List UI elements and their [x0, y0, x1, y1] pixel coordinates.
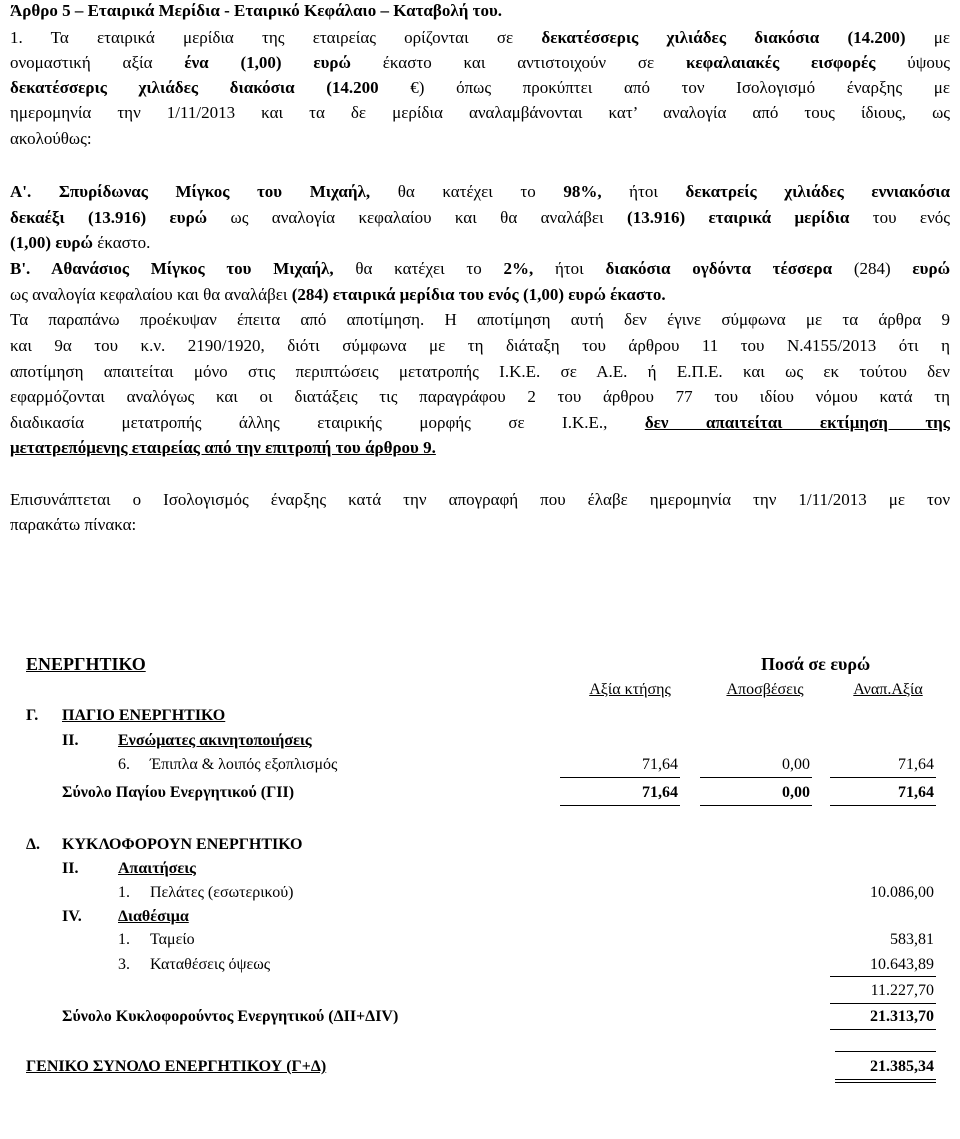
text-run: με [905, 28, 950, 47]
fixed-total-rule [830, 805, 936, 806]
section-d4-code: IV. [62, 908, 82, 925]
item6-rule [560, 777, 680, 778]
grand-total-top-rule [835, 1051, 936, 1052]
bold-run: δεκατρείς χιλιάδες εννιακόσια [685, 182, 950, 201]
d4-item3-label: Καταθέσεις όψεως [150, 956, 271, 973]
bold-run: Β'. Αθανάσιος Μίγκος του Μιχαήλ, [10, 259, 334, 278]
bold-run: δεκατέσσερις χιλιάδες διακόσια (14.200 [10, 78, 379, 97]
para1-line2 [10, 52, 950, 74]
para2-line5 [10, 412, 950, 434]
section-d2-code: ΙΙ. [62, 860, 79, 877]
section-g2-label: Ενσώματες ακινητοποιήσεις [118, 732, 312, 749]
amounts-heading: Ποσά σε ευρώ [761, 654, 871, 674]
bold-run: ευρώ [912, 259, 951, 278]
assets-heading: ΕΝΕΡΓΗΤΙΚΟ [26, 654, 146, 674]
para2-line3: αποτίμηση απαιτείται μόνο στις περιπτώσεις μετατροπής Ι.Κ.Ε. σε Α.Ε. ή Ε.Π.Ε. και ως εκ τούτου δεν [10, 362, 950, 381]
d4-item3-number: 3. [118, 956, 130, 973]
text-run: διαδικασία μετατροπής άλλης εταιρικής μορφής σε Ι.Κ.Ε., [10, 413, 645, 432]
para2-line2: και 9α του κ.ν. 2190/1920, διότι σύμφωνα με τη διάταξη του άρθρου 11 του Ν.4155/2013 ότι η [10, 336, 950, 355]
shareholder-a-line3 [10, 232, 950, 254]
item6-label: Έπιπλα & λοιπός εξοπλισμός [150, 756, 338, 773]
para1-line1 [10, 27, 950, 49]
item6-number: 6. [118, 756, 130, 773]
para1-line5: ακολούθως: [10, 129, 92, 148]
section-d-label: ΚΥΚΛΟΦΟΡΟΥΝ ΕΝΕΡΓΗΤΙΚΟ [62, 836, 303, 853]
item6-net: 71,64 [898, 756, 934, 773]
para2-line1: Τα παραπάνω προέκυψαν έπειτα από αποτίμηση. Η αποτίμηση αυτή δεν έγινε σύμφωνα με τα άρθρα 9 [10, 310, 950, 329]
d4-subtotal: 11.227,70 [870, 982, 934, 999]
d4-subtotal-rule [830, 1003, 936, 1004]
section-g-label: ΠΑΓΙΟ ΕΝΕΡΓΗΤΙΚΟ [62, 707, 226, 724]
text-run: θα κατέχει το [333, 259, 504, 278]
bold-run: κεφαλαιακές εισφορές [685, 53, 876, 72]
section-d-code: Δ. [26, 836, 41, 853]
d4-item1-number: 1. [118, 931, 130, 948]
article-title: Άρθρο 5 – Εταιρικά Μερίδια - Εταιρικό Κεφάλαιο – Καταβολή του. [10, 1, 503, 20]
text-run: ονομαστική αξία [10, 53, 185, 72]
text-run: (284) [832, 259, 913, 278]
fixed-assets-total-depreciation: 0,00 [782, 784, 810, 801]
para3-line1: Επισυνάπτεται ο Ισολογισμός έναρξης κατά την απογραφή που έλαβε ημερομηνία την 1/11/2013 με τον [10, 490, 950, 509]
para1-line4: ημερομηνία την 1/11/2013 και τα δε μερίδια αναλαμβάνονται κατ’ αναλογία από τους ίδιους, ως [10, 103, 950, 122]
text-run: ήτοι [533, 259, 606, 278]
shareholder-b-line1 [10, 258, 950, 280]
d4-rule [830, 976, 936, 977]
fixed-assets-total-acquisition: 71,64 [642, 784, 678, 801]
bold-run: (13.916) εταιρικά μερίδια [627, 208, 850, 227]
current-total-rule [830, 1029, 936, 1030]
shareholder-b-line2 [10, 284, 950, 306]
d4-item1-label: Ταμείο [150, 931, 195, 948]
bold-run: διακόσια ογδόντα τέσσερα [605, 259, 833, 278]
fixed-assets-total-label: Σύνολο Παγίου Ενεργητικού (ΓΙΙ) [62, 784, 295, 801]
text-run: θα κατέχει το [370, 182, 564, 201]
bold-run: 98%, [563, 182, 602, 201]
section-g-code: Γ. [26, 707, 39, 724]
grand-total-label: ΓΕΝΙΚΟ ΣΥΝΟΛΟ ΕΝΕΡΓΗΤΙΚΟΥ (Γ+Δ) [26, 1058, 327, 1075]
text-run: έκαστο. [92, 233, 151, 252]
para2-line6: μετατρεπόμενης εταιρείας από την επιτροπή του άρθρου 9. [10, 438, 436, 457]
fixed-assets-total-net: 71,64 [898, 784, 934, 801]
item6-rule [700, 777, 812, 778]
d4-item3-value: 10.643,89 [870, 956, 934, 973]
current-assets-total-value: 21.313,70 [870, 1008, 934, 1025]
d2-item1-value: 10.086,00 [870, 884, 934, 901]
grand-total-double-rule [835, 1082, 936, 1083]
para3-line2: παρακάτω πίνακα: [10, 515, 137, 534]
bold-run: (284) εταιρικά μερίδια του ενός (1,00) ευρώ έκαστο. [291, 285, 666, 304]
shareholder-a-line1 [10, 181, 950, 203]
grand-total-value: 21.385,34 [870, 1058, 934, 1075]
current-assets-total-label: Σύνολο Κυκλοφορούντος Ενεργητικού (ΔΙΙ+ΔΙV) [62, 1008, 399, 1025]
section-g2-code: ΙΙ. [62, 732, 79, 749]
text-run: 1. Τα εταιρικά μερίδια της εταιρείας ορίζονται σε [10, 28, 542, 47]
item6-depreciation: 0,00 [782, 756, 810, 773]
col-acquisition-header: Αξία κτήσης [589, 681, 671, 698]
section-d2-label: Απαιτήσεις [118, 860, 196, 877]
text-run: ως αναλογία κεφαλαίου και θα αναλάβει [10, 285, 292, 304]
bold-underline-run: δεν απαιτείται εκτίμηση της [644, 413, 950, 432]
d2-item1-label: Πελάτες (εσωτερικού) [150, 884, 294, 901]
bold-run: 2%, [503, 259, 534, 278]
bold-run: δεκαέξι (13.916) ευρώ [10, 208, 208, 227]
text-run: του ενός [849, 208, 950, 227]
grand-total-rule [835, 1079, 936, 1080]
bold-run: Α'. Σπυρίδωνας Μίγκος του Μιχαήλ, [10, 182, 371, 201]
text-run: έκαστο και αντιστοιχούν σε [350, 53, 686, 72]
shareholder-a-line2 [10, 207, 950, 229]
item6-rule [830, 777, 936, 778]
bold-run: ένα (1,00) ευρώ [184, 53, 351, 72]
para1-line3 [10, 77, 950, 99]
col-depreciation-header: Αποσβέσεις [726, 681, 804, 698]
fixed-total-rule [560, 805, 680, 806]
col-net-header: Αναπ.Αξία [853, 681, 923, 698]
text-run: ύψους [875, 53, 950, 72]
bold-run: δεκατέσσερις χιλιάδες διακόσια (14.200) [541, 28, 906, 47]
bold-run: (1,00) ευρώ [10, 233, 93, 252]
section-d4-label: Διαθέσιμα [118, 908, 189, 925]
item6-acquisition: 71,64 [642, 756, 678, 773]
text-run: €) όπως προκύπτει από τον Ισολογισμό έναρξης με [378, 78, 951, 97]
text-run: ως αναλογία κεφαλαίου και θα αναλάβει [207, 208, 628, 227]
fixed-total-rule [700, 805, 812, 806]
d4-item1-value: 583,81 [890, 931, 934, 948]
para2-line4: εφαρμόζονται αναλόγως και οι διατάξεις τις παραγράφου 2 του άρθρου 77 του ιδίου νόμου κατά τη [10, 387, 950, 406]
text-run: ήτοι [601, 182, 686, 201]
d2-item1-number: 1. [118, 884, 130, 901]
